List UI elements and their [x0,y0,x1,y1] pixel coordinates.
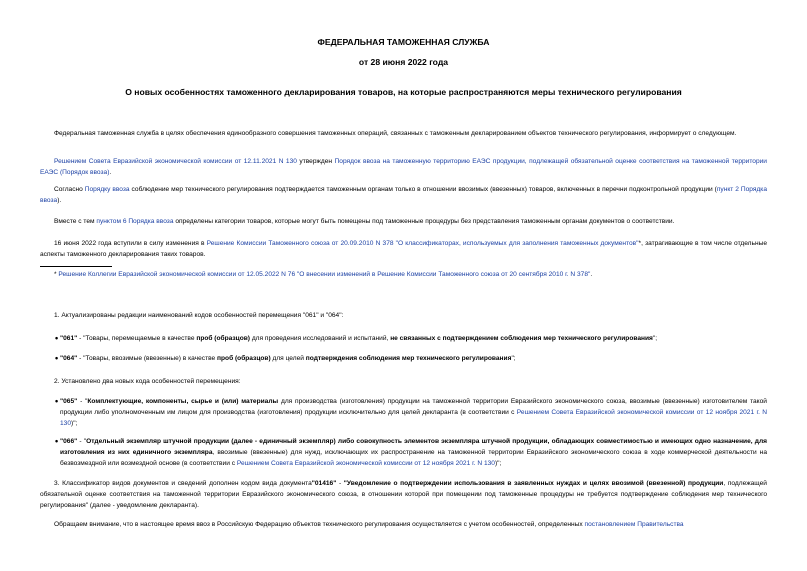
text-fragment: - [336,480,344,487]
bold-fragment: проб (образцов) [196,335,250,342]
agency-name: ФЕДЕРАЛЬНАЯ ТАМОЖЕННАЯ СЛУЖБА [317,37,490,47]
paragraph-new-codes: 2. Установлено два новых кода особенностей перемещения: [54,378,241,385]
paragraph-compliance [40,184,767,206]
text-fragment: ). [57,197,62,204]
government-resolution-link[interactable]: постановлением Правительства [584,521,684,528]
paragraph-amendments [40,238,767,260]
decision-130-link[interactable]: Решением Совета Евразийской экономической комиссии от 12 ноября 2021 г. N 130 [60,409,767,427]
decision-130-link[interactable]: Решением Совета Евразийской экономической комиссии от 12 ноября 2021 г. N 130 [236,460,495,467]
text-fragment: . [590,271,593,278]
bullet-icon: • [55,333,59,343]
footnote [40,269,767,280]
text-fragment: , подлежащей обязательной оценке соответствия на таможенной территории Евразийского экономического союза, в отношении которой при помещении под таможенные процедуры не требуется подтверждение соблюдения мер технического регулирования" (далее - уведомление декларанта). [40,480,767,509]
paragraph-classifier [40,478,767,511]
import-order-link[interactable]: Порядку ввоза [84,186,130,193]
bold-fragment: "Уведомление о подтверждении использования в заявленных нуждах и целях ввозимой (ввезенной) продукции [343,480,724,487]
code-065: "065" [60,398,78,405]
bullet-icon: • [55,353,59,363]
bullet-icon: • [55,396,59,406]
text-fragment: - " [77,398,88,405]
bold-fragment: Комплектующие, компоненты, сырье и (или) материалы [87,398,279,405]
text-fragment: *, затрагивающие в том числе отдельные аспекты таможенного декларирования таких товаров. [40,240,768,258]
text-fragment: . [109,169,112,176]
code-065-item [60,396,767,429]
paragraph-decision [40,156,767,178]
bullet-icon: • [55,436,59,446]
paragraph-updated-codes: 1. Актуализированы редакции наименований кодов особенностей перемещения "061" и "064": [54,312,344,319]
text-fragment: 16 июня 2022 года вступили в силу изменения в [54,240,207,247]
bold-fragment: Отдельный экземпляр штучной продукции (далее - единичный экземпляр) либо совокупность элементов экземпляра штучной продукции, обладающих совместимостью и имеющих одно назначение, для изготовления из них единичного экземпляра [60,438,767,456]
bold-fragment: проб (образцов) [217,355,271,362]
text-fragment: Обращаем внимание, что в настоящее время ввоз в Российскую Федерацию объектов технического регулирования осуществляется с учетом особенностей, определенных [54,521,585,528]
document-date: от 28 июня 2022 года [358,57,449,67]
code-066-item [60,436,767,469]
code-064: "064" [60,355,78,362]
text-fragment: "; [652,335,658,342]
text-fragment: - " [77,438,87,445]
text-fragment: определены категории товаров, которые могут быть помещены под таможенные процедуры без представления таможенным органам документов о соответствии. [173,218,675,225]
text-fragment: - "Товары, перемещаемые в качестве [77,335,197,342]
text-fragment: для производства (изготовления) продукции на таможенной территории Евразийского экономического союза, ввозимые (ввезенные) изготовителем такой продукции либо уполномоченным им лицом для производства (изготовления) продукции исключительно для целей декларанта (в соответствии с [60,398,767,416]
code-066: "066" [60,438,78,445]
text-fragment: )"; [71,420,78,427]
text-fragment: "; [511,355,516,362]
code-061-item [60,333,767,344]
code-061: "061" [60,335,78,342]
text-fragment: Согласно [54,186,85,193]
decision-130-link[interactable]: Решением Совета Евразийской экономической комиссии от 12.11.2021 N 130 [54,158,297,165]
decision-378-link[interactable]: Решение Комиссии Таможенного союза от 20.09.2010 N 378 "О классификаторах, используемых для заполнения таможенных документов" [206,240,639,247]
footnote-divider [40,266,112,267]
text-fragment: соблюдение мер технического регулирования подтверждается таможенным органам только в отношении ввозимых (ввезенных) товаров, включенных в перечни подконтрольной продукции ( [129,186,717,193]
clause-6-link[interactable]: пунктом 6 Порядка ввоза [96,218,174,225]
doc-code-01416: "01416" [311,480,337,487]
clause-2-link[interactable]: пункт 2 Порядка ввоза [40,186,767,204]
code-064-item [60,353,767,364]
text-fragment: , ввозимые (ввезенные) для нужд, исключающих их распространение на таможенной территории Евразийского экономического союза в ходе коммерческой деятельности на безвозмездной или возмездной основе (в соответствии с [60,449,767,467]
text-fragment: 3. Классификатор видов документов и сведений дополнен кодом вида документа [54,480,312,487]
paragraph-categories [40,216,767,227]
bold-fragment: не связанных с подтверждением соблюдения мер технического регулирования [390,335,653,342]
bold-fragment: подтверждения соблюдения мер технического регулирования [305,355,512,362]
document-title: О новых особенностях таможенного декларирования товаров, на которые распространяются меры технического регулирования [125,87,682,97]
footnote-marker: * [54,271,59,278]
text-fragment: )"; [494,460,502,467]
text-fragment: Вместе с тем [54,218,97,225]
text-fragment: - "Товары, ввозимые (ввезенные) в качестве [77,355,218,362]
paragraph-intro: Федеральная таможенная служба в целях обеспечения единообразного совершения таможенных операций, связанных с таможенным декларированием объектов технического регулирования, информирует о следующем. [54,130,737,137]
text-fragment: утвержден [296,158,335,165]
decision-76-link[interactable]: Решение Коллегии Евразийской экономической комиссии от 12.05.2022 N 76 "О внесении изменений в Решение Комиссии Таможенного союза от 20 сентября 2010 г. N 378" [58,271,591,278]
text-fragment: для проведения исследований и испытаний, [249,335,391,342]
text-fragment: для целей [270,355,306,362]
paragraph-attention [40,519,767,530]
import-procedure-link[interactable]: Порядок ввоза на таможенную территорию ЕАЭС продукции, подлежащей обязательной оценке соответствия на таможенной территории ЕАЭС (Порядок ввоза) [40,158,767,176]
